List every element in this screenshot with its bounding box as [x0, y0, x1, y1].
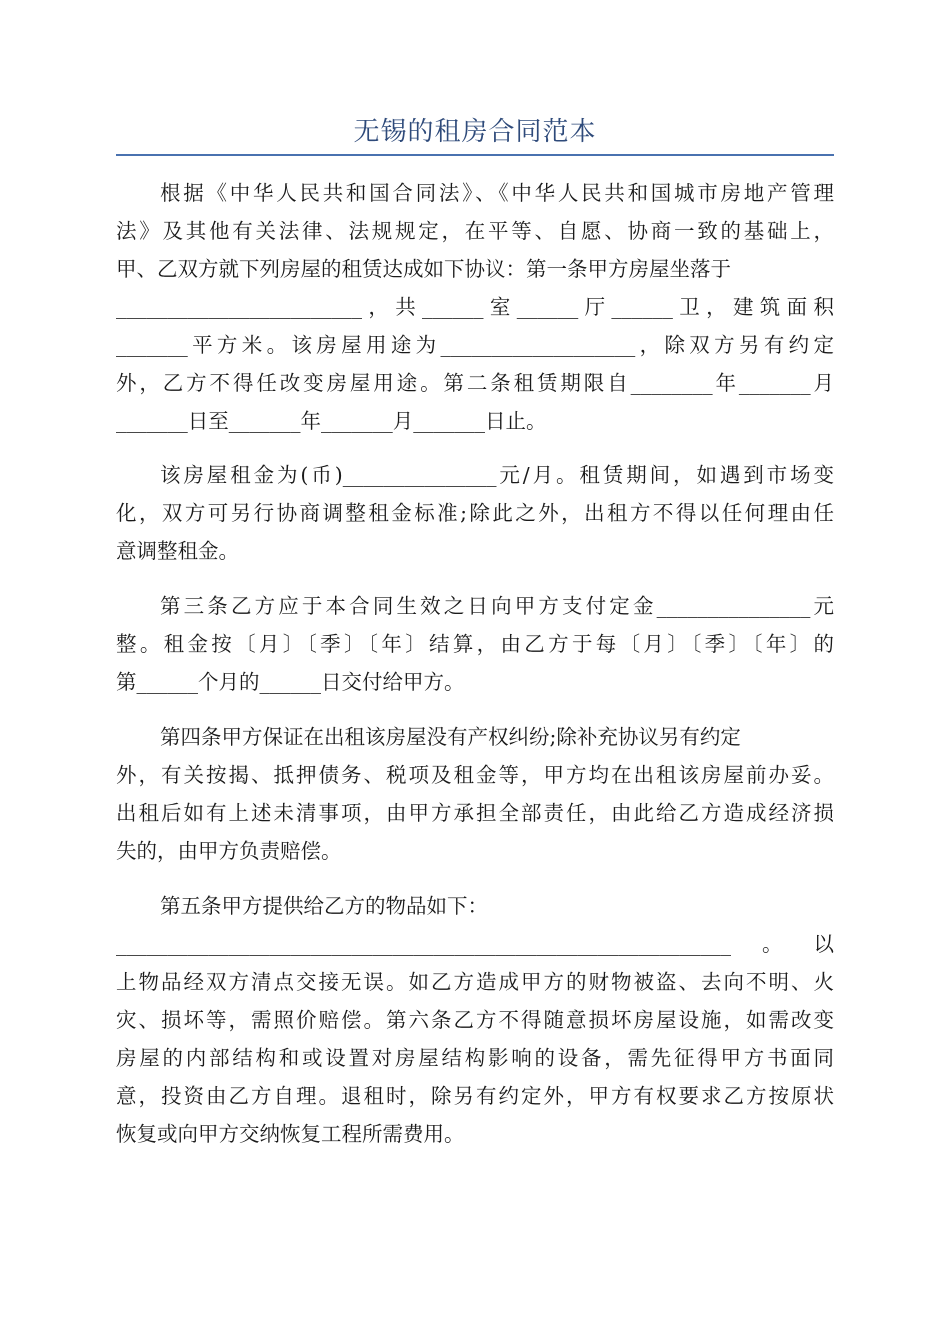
paragraph-line: 根据《中华人民共和国合同法》、《中华人民共和国城市房地产管理 [160, 181, 834, 205]
paragraph-line: 该房屋租金为(币)_______________元/月。租赁期间，如遇到市场变 [160, 463, 834, 487]
paragraph-line: 第______个月的______日交付给甲方。 [116, 670, 465, 694]
paragraph-line: _______日至_______年_______月_______日止。 [116, 409, 547, 433]
paragraph-line: 外，有关按揭、抵押债务、税项及租金等，甲方均在出租该房屋前办妥。 [116, 763, 834, 787]
paragraph-line: 上物品经双方清点交接无误。如乙方造成甲方的财物被盗、去向不明、火 [116, 970, 834, 994]
document-title: 无锡的租房合同范本 [353, 117, 597, 147]
paragraph-line: 化，双方可另行协商调整租金标准;除此之外，出租方不得以任何理由任 [116, 501, 834, 525]
paragraph-line: 意调整租金。 [116, 539, 239, 563]
title-underline [116, 154, 834, 156]
paragraph-line: _______平方米。该房屋用途为___________________，除双方另有约定 [116, 333, 834, 357]
paragraph-line: 外，乙方不得任改变房屋用途。第二条租赁期限自________年_______月 [116, 371, 834, 395]
paragraph-line: 第四条甲方保证在出租该房屋没有产权纠纷;除补充协议另有约定 [160, 725, 741, 749]
paragraph-line: 法》及其他有关法律、法规规定，在平等、自愿、协商一致的基础上， [116, 219, 834, 243]
paragraph-line: 意，投资由乙方自理。退租时，除另有约定外，甲方有权要求乙方按原状 [116, 1084, 834, 1108]
paragraph-line: 恢复或向甲方交纳恢复工程所需费用。 [116, 1122, 465, 1146]
paragraph-line: 出租后如有上述未清事项，由甲方承担全部责任，由此给乙方造成经济损 [116, 801, 834, 825]
paragraph-line: 失的，由甲方负责赔偿。 [116, 839, 342, 863]
paragraph-line: ____________________________________________________________。以 [116, 932, 834, 956]
paragraph-line: 第五条甲方提供给乙方的物品如下： [160, 894, 488, 918]
paragraph-line: 第三条乙方应于本合同生效之日向甲方支付定金_______________元 [160, 594, 834, 618]
paragraph-line: 房屋的内部结构和或设置对房屋结构影响的设备，需先征得甲方书面同 [116, 1046, 834, 1070]
paragraph-line: 整。租金按〔月〕〔季〕〔年〕结算，由乙方于每〔月〕〔季〕〔年〕的 [116, 632, 834, 656]
paragraph-line: ________________________，共______室______厅______卫，建筑面积 [116, 295, 834, 319]
paragraph-line: 灾、损坏等，需照价赔偿。第六条乙方不得随意损坏房屋设施，如需改变 [116, 1008, 834, 1032]
paragraph-line: 甲、乙双方就下列房屋的租赁达成如下协议：第一条甲方房屋坐落于 [116, 257, 731, 281]
